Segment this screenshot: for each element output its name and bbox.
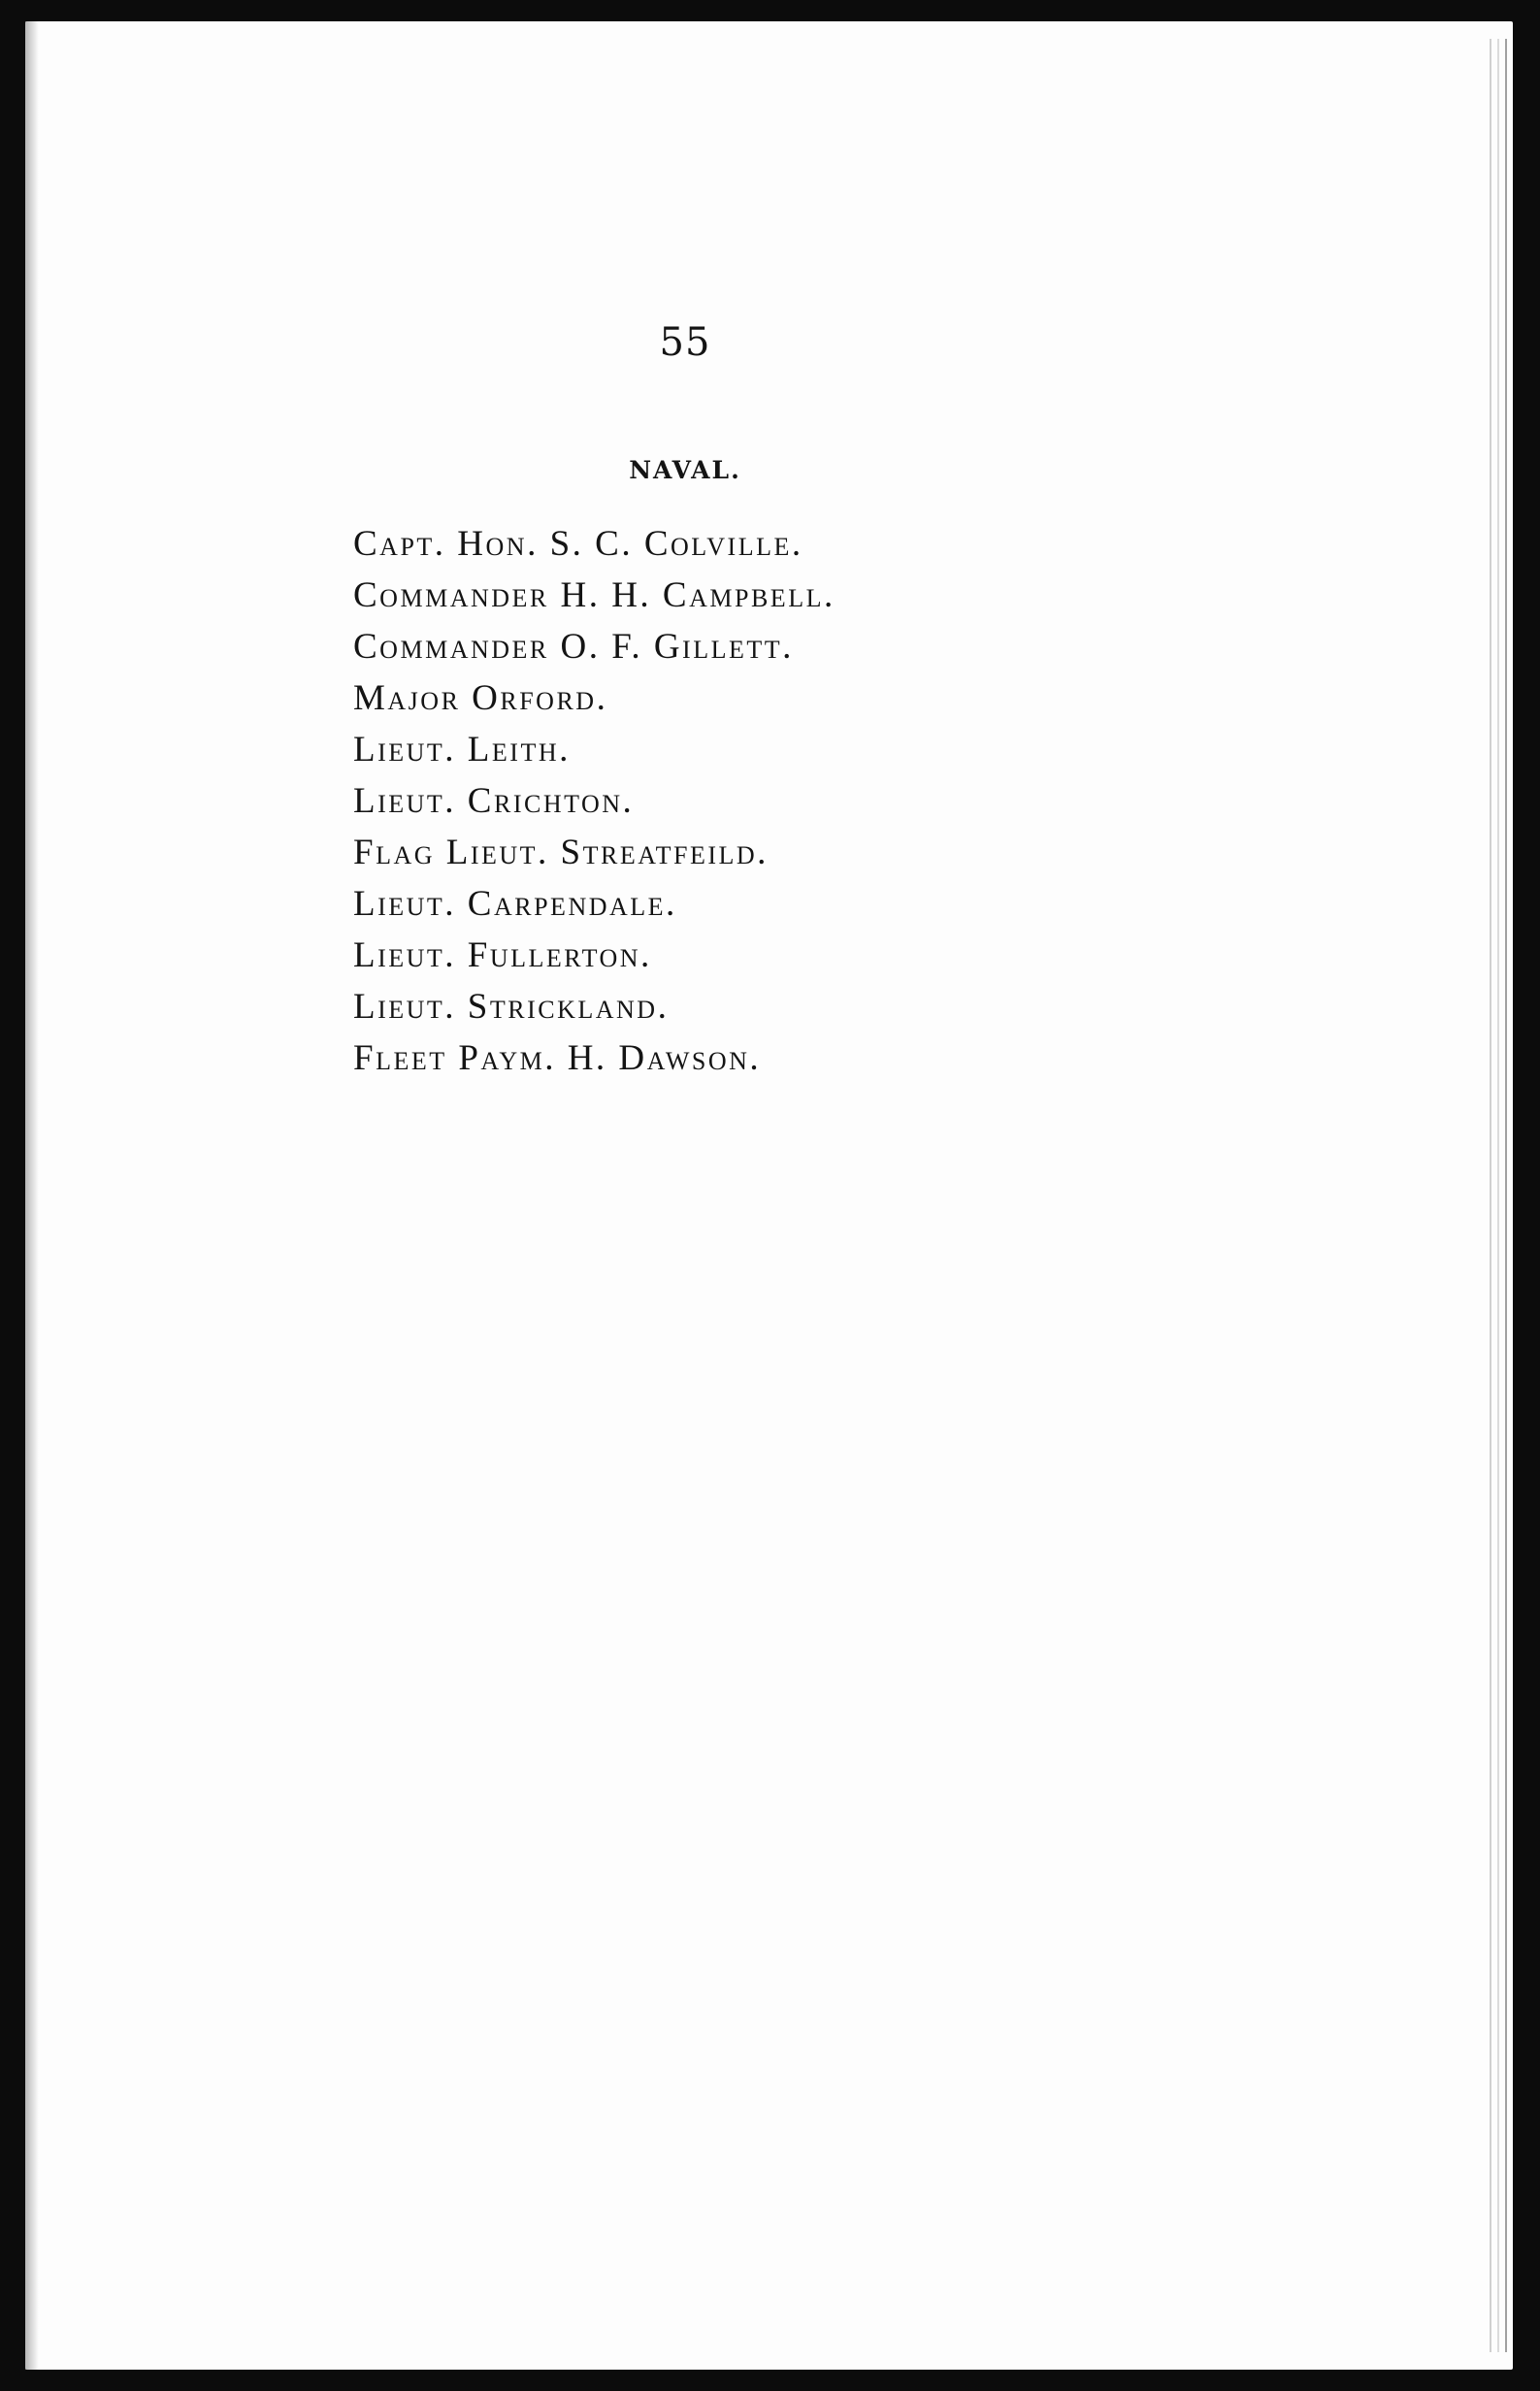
list-item: Capt. Hon. S. C. Colville.: [353, 524, 803, 564]
page-gutter-shadow: [25, 21, 39, 2370]
page-edge-line: [1490, 39, 1491, 2352]
list-item: Fleet Paym. H. Dawson.: [353, 1038, 762, 1078]
list-item: Commander H. H. Campbell.: [353, 575, 836, 615]
list-item: Major Orford.: [353, 678, 608, 718]
list-item: Lieut. Strickland.: [353, 987, 670, 1027]
list-item: Lieut. Leith.: [353, 730, 571, 770]
book-page: [25, 21, 1513, 2370]
page-number: 55: [659, 320, 711, 365]
list-item: Flag Lieut. Streatfeild.: [353, 833, 769, 872]
list-item: Lieut. Carpendale.: [353, 884, 677, 924]
page-edge-line: [1497, 39, 1499, 2352]
list-item: Lieut. Fullerton.: [353, 935, 652, 975]
page-edge-line: [1505, 39, 1507, 2352]
section-title: NAVAL.: [629, 456, 741, 484]
list-item: Lieut. Crichton.: [353, 781, 635, 821]
officer-list: [353, 518, 836, 1084]
list-item: Commander O. F. Gillett.: [353, 627, 794, 667]
